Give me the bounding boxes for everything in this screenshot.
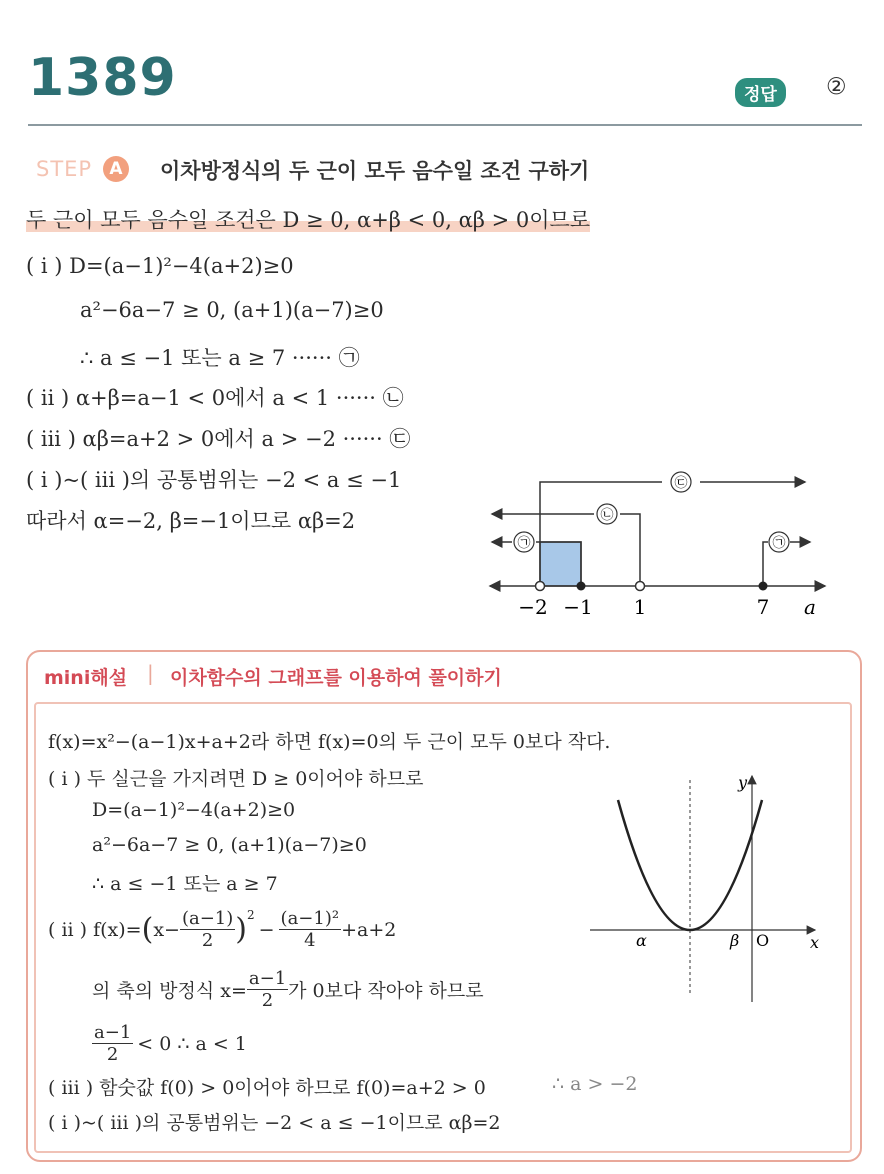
left-paren: ( (141, 911, 154, 947)
tick-minus2: −2 (518, 595, 548, 619)
condition-line (26, 204, 590, 234)
range-b-line (620, 514, 640, 586)
y-label: y (738, 773, 748, 792)
mini-head: mini해설 (44, 667, 128, 689)
solution-line-4: ( ii ) α+β=a−1 < 0에서 a < 1 ······ ㉡ (26, 386, 404, 410)
number-line-diagram (480, 462, 860, 630)
header-divider (28, 124, 862, 126)
mini-line-4: a²−6a−7 ≥ 0, (a+1)(a−7)≥0 (92, 834, 367, 856)
ineq-fraction-num: a−1 (94, 1022, 132, 1043)
axis-fraction-num: a−1 (248, 968, 287, 989)
solution-line-1: ( i ) D=(a−1)²−4(a+2)≥0 (26, 254, 294, 278)
label-c: ㉢ (674, 476, 688, 491)
ineq-fraction (92, 1022, 133, 1065)
fraction-quarter-den: 4 (304, 930, 316, 951)
vertex-form-prefix: ( ii ) f(x)= (48, 918, 142, 941)
tick-1: 1 (633, 595, 647, 619)
step-letter-badge: A (103, 156, 129, 182)
mini-line-5: ∴ a ≤ −1 또는 a ≥ 7 (92, 873, 278, 895)
mini-line-10: ( i )~( iii )의 공통범위는 −2 < a ≤ −1이므로 αβ=2 (48, 1112, 501, 1134)
solution-line-3: ∴ a ≤ −1 또는 a ≥ 7 ······ ㉠ (80, 346, 360, 370)
mini-separator: | (147, 661, 154, 685)
solution-line-7: 따라서 α=−2, β=−1이므로 αβ=2 (26, 509, 356, 533)
alpha-label: α (636, 931, 647, 950)
condition-text: 두 근이 모두 음수일 조건은 D ≥ 0, α+β < 0, αβ > 0이므로 (26, 208, 591, 232)
tick-7: 7 (756, 595, 770, 619)
label-a-left: ㉠ (517, 536, 531, 551)
answer-badge: 정답 (735, 78, 786, 107)
mini-line-9: ( iii ) 함숫값 f(0) > 0이어야 하므로 f(0)=a+2 > 0 (48, 1077, 486, 1099)
axis-eq-suffix: 가 0보다 작아야 하므로 (288, 980, 484, 1002)
point-7 (759, 582, 768, 591)
step-label: STEP (36, 157, 93, 181)
tick-minus1: −1 (563, 595, 593, 619)
tick-a: a (804, 595, 816, 619)
mini-line-8 (92, 1022, 247, 1065)
mini-line-6: ( ii ) f(x)= ( x− $\frac{(a-1)}{2}$ ) $^2$ − $\frac{\text{(a−1)²}}{4}$ +a+2 (48, 908, 397, 951)
fraction-half-den: 2 (201, 930, 214, 951)
point-1 (636, 582, 645, 591)
fraction-quarter (279, 908, 342, 951)
axis-fraction (247, 968, 288, 1011)
axis-eq-prefix: 의 축의 방정식 x= (92, 980, 247, 1002)
solution-line-5: ( iii ) αβ=a+2 > 0에서 a > −2 ······ ㉢ (26, 427, 411, 451)
right-paren: ) (235, 911, 247, 947)
vertex-tail: +a+2 (341, 918, 397, 941)
range-a-right-line (763, 542, 768, 586)
x-label: x (810, 933, 820, 952)
mini-line-9-result: ∴ a > −2 (552, 1073, 638, 1095)
ineq-result: < 0 ∴ a < 1 (137, 1032, 247, 1055)
common-range-shade (540, 542, 581, 586)
problem-number: 1389 (28, 48, 177, 108)
parabola-graph (590, 770, 830, 1010)
mini-line-1: f(x)=x²−(a−1)x+a+2라 하면 f(x)=0의 두 근이 모두 0보다 작다. (48, 731, 611, 753)
mini-line-7 (92, 968, 484, 1011)
label-b: ㉡ (600, 508, 614, 523)
point-minus2 (536, 582, 545, 591)
origin-label: O (756, 931, 770, 950)
mini-line-2: ( i ) 두 실근을 가지려면 D ≥ 0이어야 하므로 (48, 768, 424, 790)
minus-sign: − (258, 918, 275, 941)
solution-line-2: a²−6a−7 ≥ 0, (a+1)(a−7)≥0 (80, 298, 384, 322)
beta-label: β (730, 931, 740, 950)
fraction-half-num: (a−1) (181, 908, 234, 929)
label-a-right: ㉠ (772, 536, 786, 551)
axis-fraction-den: 2 (261, 990, 274, 1011)
ineq-fraction-den: 2 (106, 1044, 119, 1065)
step-title: 이차방정식의 두 근이 모두 음수일 조건 구하기 (160, 159, 590, 183)
answer-value: ② (826, 74, 847, 100)
point-minus1 (577, 582, 586, 591)
vertex-x-term: x− (153, 918, 180, 941)
mini-line-3: D=(a−1)²−4(a+2)≥0 (92, 799, 296, 821)
fraction-quarter-num: (a−1)² (280, 908, 340, 929)
mini-title: 이차함수의 그래프를 이용하여 풀이하기 (170, 667, 502, 689)
fraction-half (180, 908, 235, 951)
solution-line-6: ( i )~( iii )의 공통범위는 −2 < a ≤ −1 (26, 468, 402, 492)
